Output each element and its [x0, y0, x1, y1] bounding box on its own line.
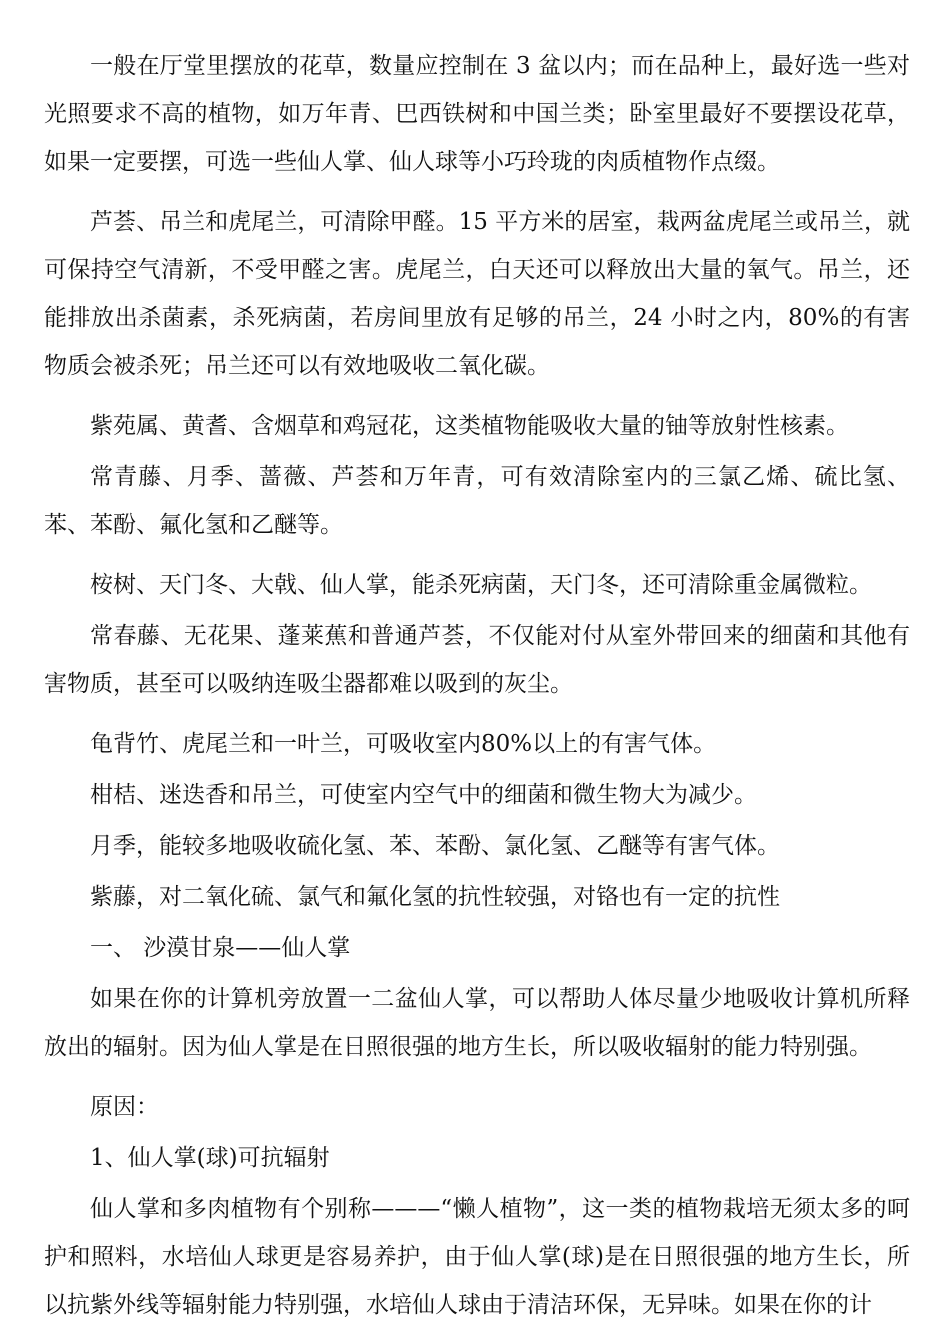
- paragraph-dust: 常春藤、无花果、蓬莱蕉和普通芦荟，不仅能对付从室外带回来的细菌和其他有害物质，甚至可以吸纳连吸尘器都难以吸到的灰尘。: [44, 623, 910, 697]
- paragraph-formaldehyde: 芦荟、吊兰和虎尾兰，可清除甲醛。15 平方米的居室，栽两盆虎尾兰或吊兰，就可保持空气清新，不受甲醛之害。虎尾兰，白天还可以释放出大量的氧气。吊兰，还能排放出杀菌素，杀死病菌，若房间里放有足够的吊兰，24 小时之内，80%的有害物质会被杀死；吊兰还可以有效地吸收二氧化碳。: [44, 209, 910, 379]
- paragraph-bacteria: 柑桔、迷迭香和吊兰，可使室内空气中的细菌和微生物大为减少。: [90, 782, 757, 808]
- document-body: [44, 42, 910, 1341]
- paragraph-lazy-plants: 仙人掌和多肉植物有个别称———“懒人植物”，这一类的植物栽培无须太多的呵护和照料，水培仙人球更是容易养护，由于仙人掌(球)是在日照很强的地方生长，所以抗紫外线等辐射能力特别强，水培仙人球由于清洁环保，无异味。如果在你的计: [44, 1196, 910, 1318]
- subheading-anti-radiation: 1、仙人掌(球)可抗辐射: [90, 1145, 330, 1171]
- paragraph-wisteria: 紫藤，对二氧化硫、氯气和氟化氢的抗性较强，对铬也有一定的抗性: [90, 884, 780, 910]
- paragraph-trichloroethylene: 常青藤、月季、蔷薇、芦荟和万年青，可有效清除室内的三氯乙烯、硫比氢、苯、苯酚、氟化氢和乙醚等。: [44, 464, 910, 538]
- paragraph-rose: 月季，能较多地吸收硫化氢、苯、苯酚、氯化氢、乙醚等有害气体。: [90, 833, 780, 859]
- paragraph-cactus-computer: 如果在你的计算机旁放置一二盆仙人掌，可以帮助人体尽量少地吸收计算机所释放出的辐射。因为仙人掌是在日照很强的地方生长，所以吸收辐射的能力特别强。: [44, 986, 910, 1060]
- section-heading-cactus: 一、 沙漠甘泉——仙人掌: [90, 935, 351, 961]
- paragraph-living-room-plants: 一般在厅堂里摆放的花草，数量应控制在 3 盆以内；而在品种上，最好选一些对光照要求不高的植物，如万年青、巴西铁树和中国兰类；卧室里最好不要摆设花草，如果一定要摆，可选一些仙人掌、仙人球等小巧玲珑的肉质植物作点缀。: [44, 53, 910, 175]
- paragraph-heavy-metals: 桉树、天门冬、大戟、仙人掌，能杀死病菌，天门冬，还可清除重金属微粒。: [90, 572, 872, 598]
- paragraph-reason-label: 原因：: [90, 1094, 159, 1120]
- paragraph-harmful-gas: 龟背竹、虎尾兰和一叶兰，可吸收室内80%以上的有害气体。: [90, 731, 717, 757]
- paragraph-radioactive: 紫苑属、黄耆、含烟草和鸡冠花，这类植物能吸收大量的铀等放射性核素。: [90, 413, 849, 439]
